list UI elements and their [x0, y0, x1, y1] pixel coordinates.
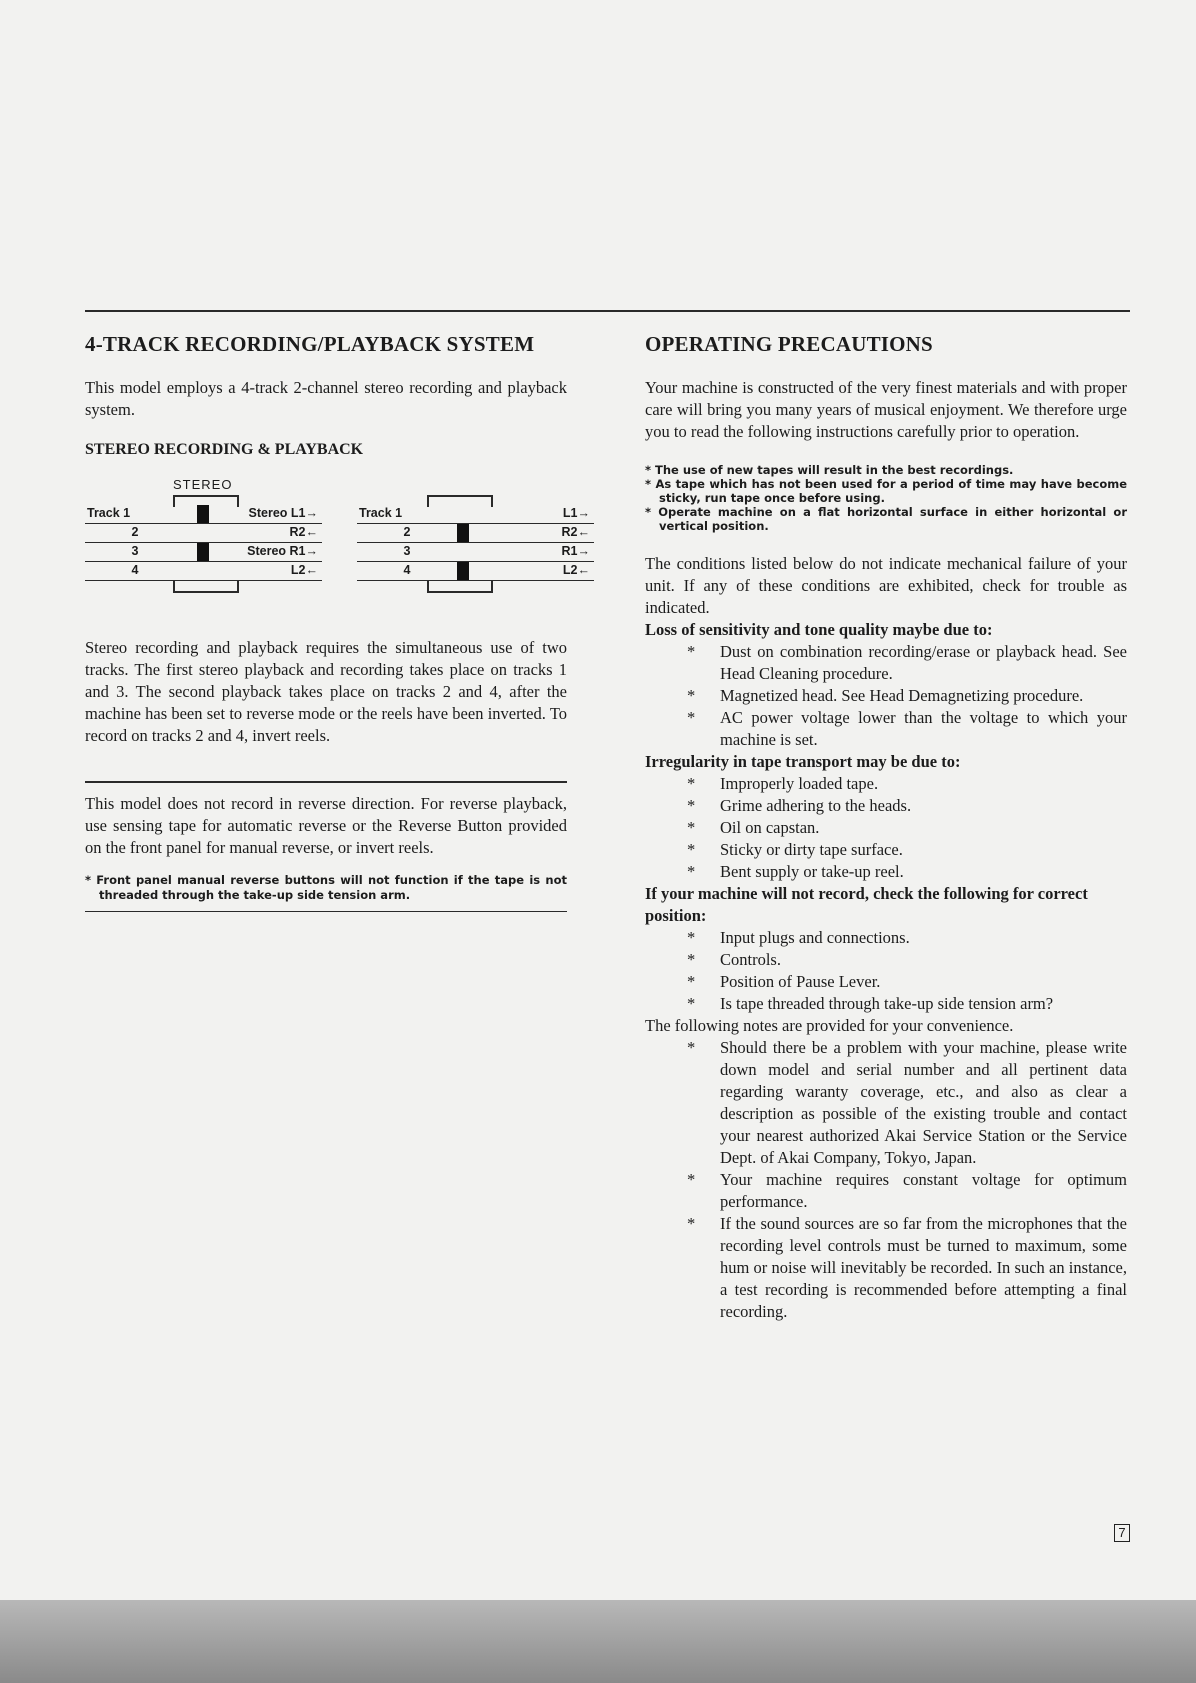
list-item	[645, 993, 1127, 1015]
track-diagram	[85, 477, 590, 607]
list-item-text: Dust on combination recording/erase or playback head. See Head Cleaning procedure.	[720, 642, 1127, 683]
list-item	[645, 861, 1127, 883]
list-item-text: Magnetized head. See Head Demagnetizing procedure.	[720, 686, 1084, 705]
track-label: 3	[403, 544, 411, 558]
track-output: L1→	[562, 506, 590, 520]
stereo-label: STEREO	[173, 477, 233, 492]
reverse-note: This model does not record in reverse direction. For reverse playback, use sensing tape for automatic reverse or the Reverse Button provided on the front panel for manual reverse, or invert reels.	[85, 793, 567, 857]
list-item	[645, 773, 1127, 795]
track-label: Track 1	[359, 506, 403, 520]
list-item	[645, 685, 1127, 707]
list-item: * The use of new tapes will result in the best recordings.	[645, 463, 1014, 477]
record-list	[645, 927, 1127, 1015]
bullet-star: *	[687, 686, 696, 705]
tape-tips-list	[645, 463, 1127, 533]
track-row	[357, 524, 594, 543]
head-gap-block	[197, 505, 209, 523]
list-item-text: If the sound sources are so far from the microphones that the recording level controls must be turned to maximum, some hum or noise will inevitably be recorded. In such an instance, a test recording is recommended before attempting a final recording.	[720, 1214, 1127, 1321]
list-item-text: Grime adhering to the heads.	[720, 796, 912, 815]
bullet-star: *	[687, 796, 696, 815]
track-label: 4	[131, 563, 139, 577]
track-row	[357, 562, 594, 581]
list-item-text: Position of Pause Lever.	[720, 972, 881, 991]
bullet-star: *	[687, 862, 696, 881]
bullet-star: *	[687, 1170, 696, 1189]
head-gap-block	[457, 524, 469, 542]
list-item-text: AC power voltage lower than the voltage to which your machine is set.	[720, 708, 1127, 749]
record-heading: If your machine will not record, check the following for correct position:	[645, 884, 1088, 925]
track-label: 4	[403, 563, 411, 577]
list-item: * As tape which has not been used for a period of time may have become sticky, run tape once before using.	[645, 477, 1127, 505]
bullet-star: *	[687, 642, 696, 661]
reverse-footnote: * Front panel manual reverse buttons will not function if the tape is not threaded through the take-up side tension arm.	[85, 872, 567, 902]
subtitle-stereo: STEREO RECORDING & PLAYBACK	[85, 441, 364, 458]
divider	[85, 911, 567, 913]
list-item	[645, 839, 1127, 861]
page-number: 7	[1114, 1524, 1130, 1542]
bullet-star: *	[687, 928, 696, 947]
sensitivity-list	[645, 641, 1127, 751]
list-item	[645, 927, 1127, 949]
bullet-star: *	[687, 708, 696, 727]
list-item	[645, 641, 1127, 685]
list-item-text: Sticky or dirty tape surface.	[720, 840, 903, 859]
section-title-recording-system: 4-TRACK RECORDING/PLAYBACK SYSTEM	[85, 332, 535, 356]
transport-list	[645, 773, 1127, 883]
bullet-star: *	[687, 1038, 696, 1057]
list-item-text: Bent supply or take-up reel.	[720, 862, 904, 881]
bullet-star: *	[687, 972, 696, 991]
list-item	[645, 1169, 1127, 1213]
list-item-text: Is tape threaded through take-up side tension arm?	[720, 994, 1054, 1013]
track-row	[357, 543, 594, 562]
track-row	[85, 543, 322, 562]
intro-paragraph: This model employs a 4-track 2-channel stereo recording and playback system.	[85, 378, 567, 419]
list-item-text: Improperly loaded tape.	[720, 774, 879, 793]
list-item	[645, 707, 1127, 751]
list-item	[645, 817, 1127, 839]
track-row	[85, 562, 322, 581]
page-bottom-shadow	[0, 1600, 1196, 1683]
track-row	[357, 505, 594, 524]
track-label: 2	[131, 525, 139, 539]
track-label: Track 1	[87, 506, 131, 520]
list-item	[645, 1213, 1127, 1323]
bullet-star: *	[687, 950, 696, 969]
notes-list	[645, 1037, 1127, 1323]
precautions-intro: Your machine is constructed of the very finest materials and with proper care will bring you many years of musical enjoyment. We therefore urge you to read the following instructions carefully prior to operation.	[645, 378, 1127, 441]
bullet-star: *	[687, 818, 696, 837]
track-output: R2←	[289, 525, 318, 539]
notes-heading: The following notes are provided for your convenience.	[645, 1016, 1014, 1035]
list-item: * Operate machine on a flat horizontal surface in either horizontal or vertical position.	[645, 505, 1127, 533]
track-output: Stereo L1→	[248, 506, 318, 520]
sensitivity-heading: Loss of sensitivity and tone quality maybe due to:	[645, 620, 993, 639]
bullet-star: *	[687, 840, 696, 859]
list-item-text: Should there be a problem with your machine, please write down model and serial number and all pertinent data regarding waranty coverage, etc., and also as clear a description as possible of the existing trouble and contact your nearest authorized Akai Service Station or the Service Dept. of Akai Company, Tokyo, Japan.	[720, 1038, 1127, 1167]
list-item-text: Controls.	[720, 950, 781, 969]
list-item-text: Input plugs and connections.	[720, 928, 910, 947]
track-row	[85, 505, 322, 524]
track-row	[85, 524, 322, 543]
list-item	[645, 795, 1127, 817]
bullet-star: *	[687, 1214, 696, 1233]
left-column	[85, 332, 590, 912]
head-gap-block	[197, 543, 209, 561]
track-output: L2←	[562, 563, 590, 577]
track-output: L2←	[290, 563, 318, 577]
list-item-text: Oil on capstan.	[720, 818, 820, 837]
track-output: R1→	[561, 544, 590, 558]
head-gap-block	[457, 562, 469, 580]
stereo-explanation: Stereo recording and playback requires the simultaneous use of two tracks. The first stereo playback and recording takes place on tracks 1 and 3. The second playback takes place on tracks 2 and 4, after the machine has been set to reverse mode or the reels have been inverted. To record on tracks 2 and 4, invert reels.	[85, 638, 567, 745]
list-item	[645, 949, 1127, 971]
track-output: R2←	[561, 525, 590, 539]
transport-heading: Irregularity in tape transport may be due to:	[645, 752, 961, 771]
bracket-bottom	[173, 581, 239, 593]
track-label: 3	[131, 544, 139, 558]
section-title-precautions: OPERATING PRECAUTIONS	[645, 332, 933, 356]
bracket-bottom	[427, 581, 493, 593]
right-column	[645, 332, 1127, 1323]
bullet-star: *	[687, 774, 696, 793]
list-item	[645, 1037, 1127, 1169]
bullet-star: *	[687, 994, 696, 1013]
top-rule	[85, 310, 1130, 312]
track-output: Stereo R1→	[247, 544, 318, 558]
list-item	[645, 971, 1127, 993]
list-item-text: Your machine requires constant voltage for optimum performance.	[720, 1170, 1127, 1211]
track-label: 2	[403, 525, 411, 539]
conditions-intro: The conditions listed below do not indicate mechanical failure of your unit. If any of these conditions are exhibited, check for trouble as indicated.	[645, 554, 1127, 617]
divider	[85, 781, 567, 783]
